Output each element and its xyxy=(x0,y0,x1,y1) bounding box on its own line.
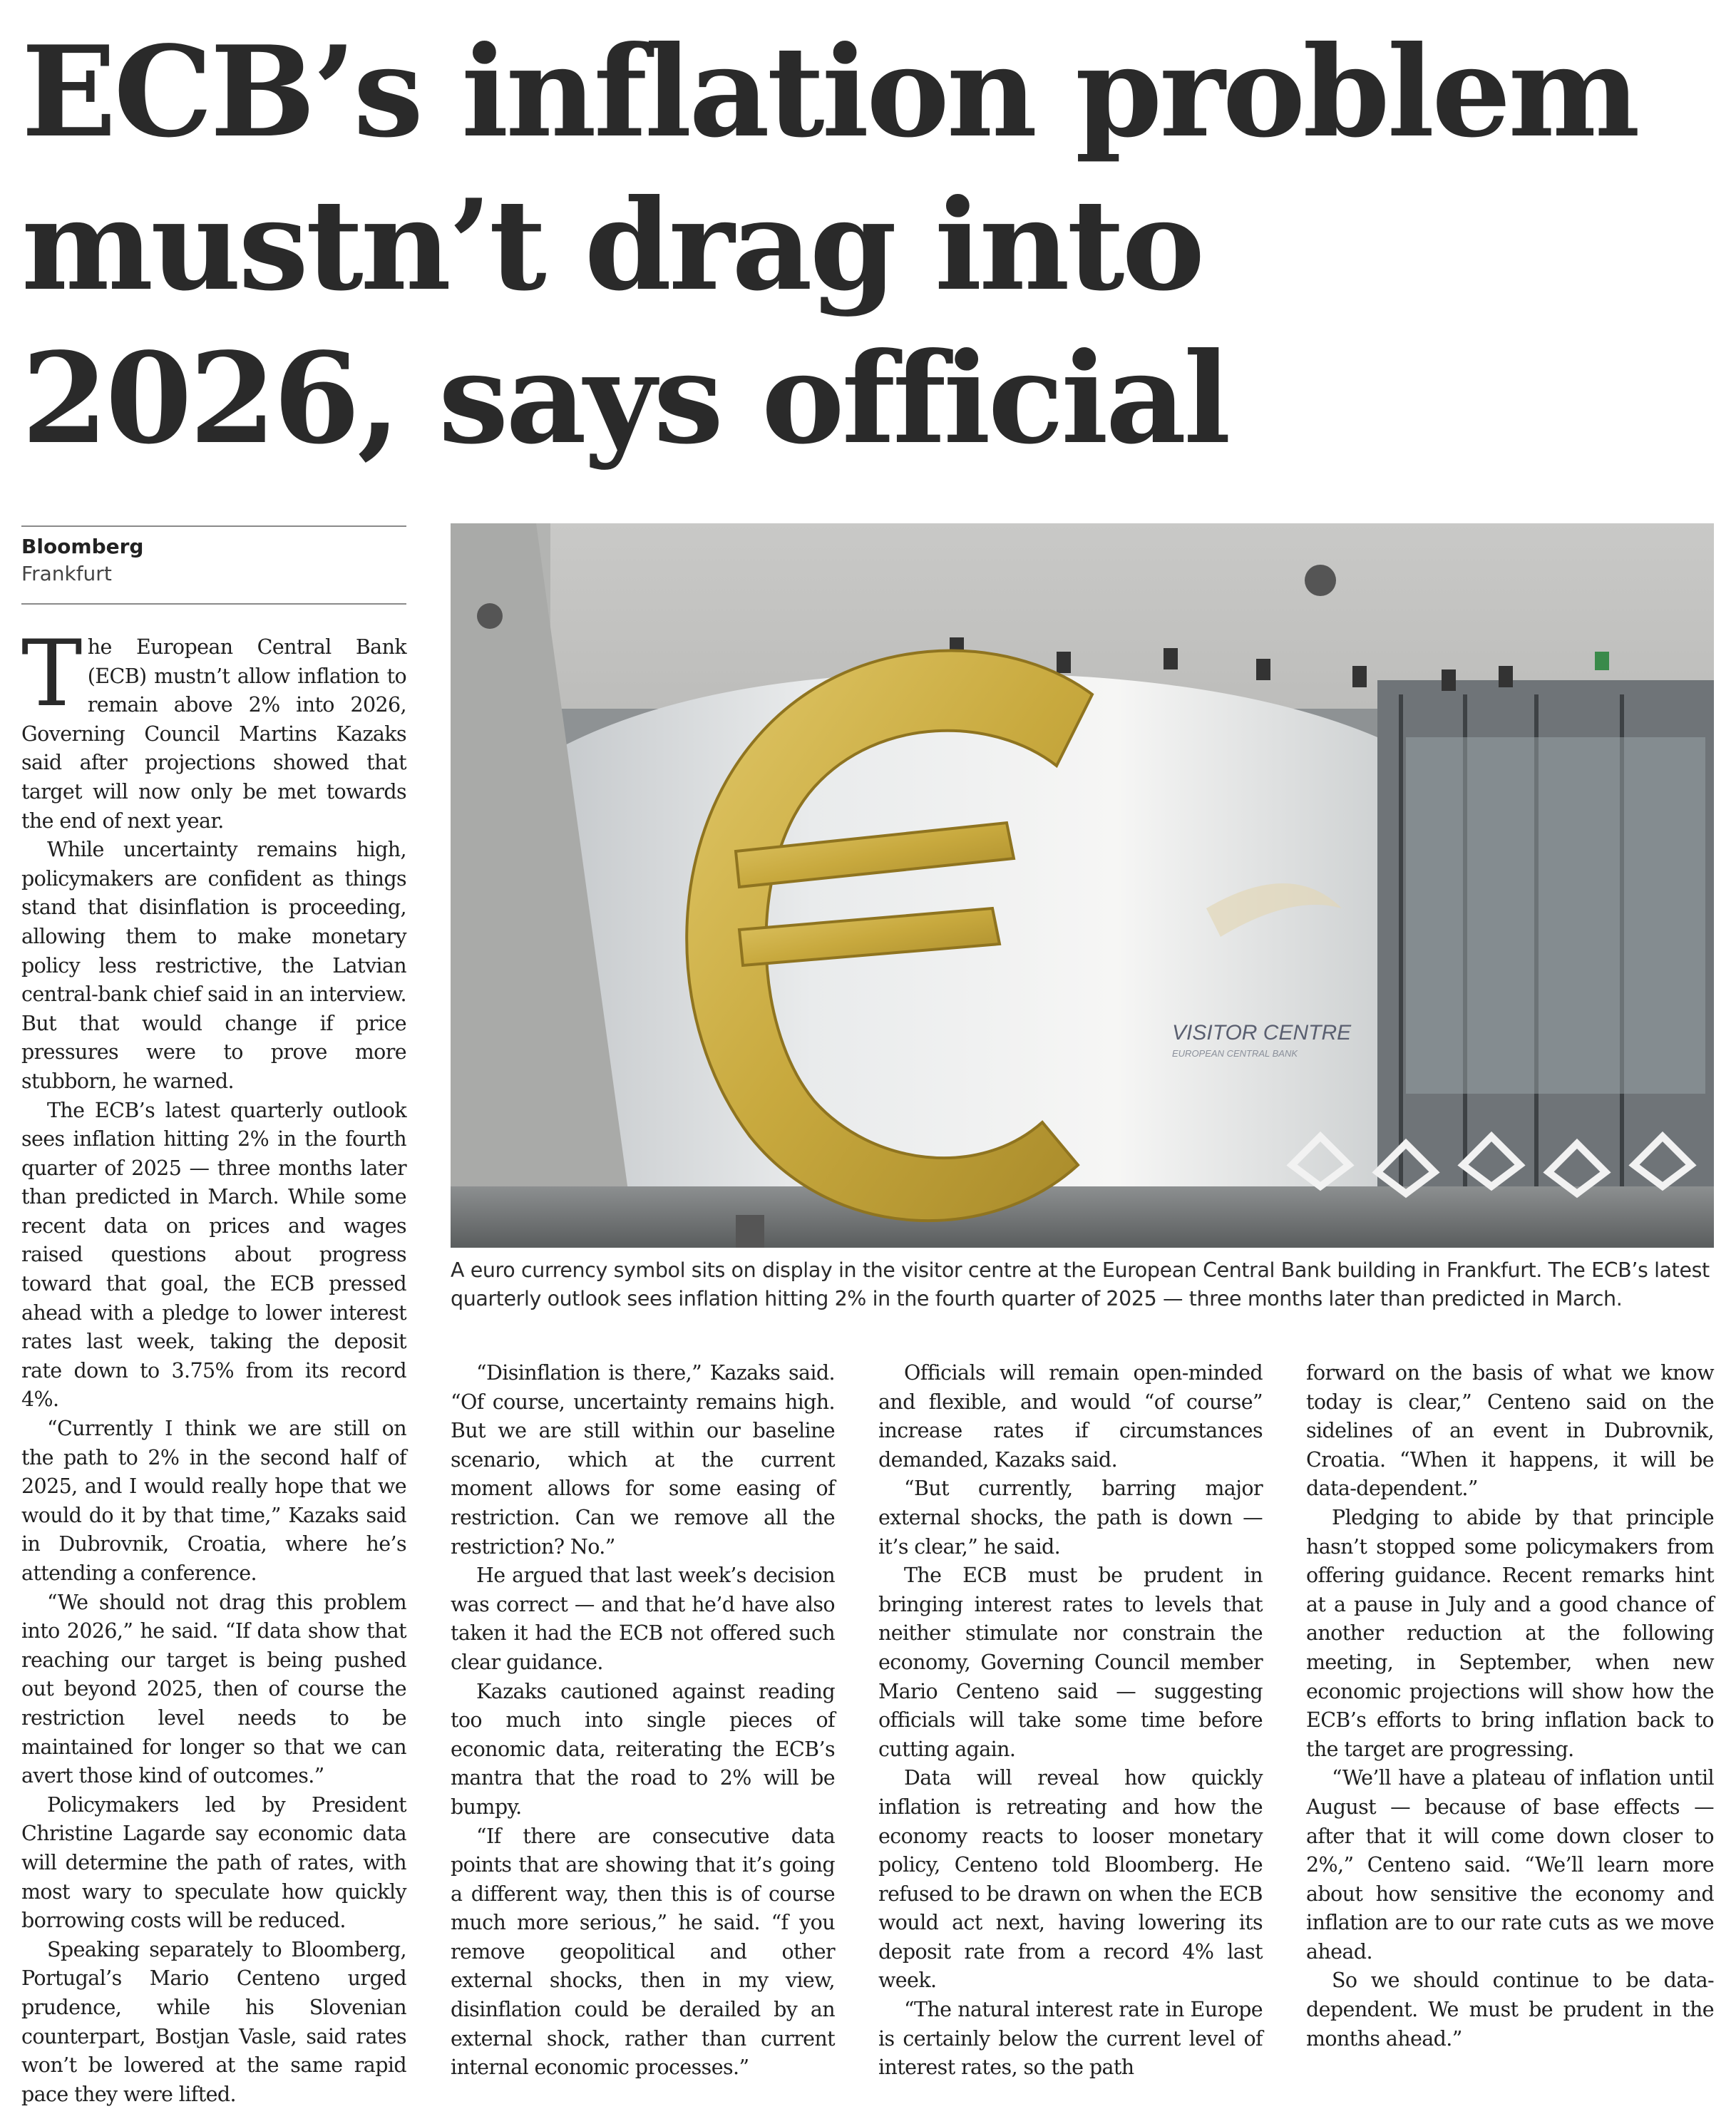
article-paragraph: “We should not drag this problem into 2026,” he said. “If data show that reaching our target is being pushed out beyond 2025, then of course the restriction level needs to be maintained for longer so that we can avert those kind of outcomes.” xyxy=(21,1590,406,1788)
article-column-4 xyxy=(1306,1359,1714,2053)
byline-source: Bloomberg xyxy=(21,535,144,558)
sign-subtitle: EUROPEAN CENTRAL BANK xyxy=(1172,1048,1298,1059)
headline-line-3: 2026, says official xyxy=(21,326,1228,472)
dropcap: T xyxy=(21,621,82,727)
article-paragraph: “If there are consecutive data points that are showing that it’s going a different way, then this is of course much more serious,” he said. “f you remove geopolitical and other external shocks, then in my view, disinflation could be derailed by an external shock, rather than current internal economic processes.” xyxy=(451,1824,835,2080)
photo-caption: A euro currency symbol sits on display in the visitor centre at the European Central Bank building in Frankfurt. The ECB’s latest quarterly outlook sees inflation hitting 2% in the fourth quarter of 2025 — three months later than predicted in March. xyxy=(451,1258,1710,1310)
article-paragraph: forward on the basis of what we know today is clear,” Centeno said on the sidelines of an event in Dubrovnik, Croatia. “When it happens, it will be data-dependent.” xyxy=(1306,1361,1714,1501)
article-paragraph: Kazaks cautioned against reading too much into single pieces of economic data, reiterating the ECB’s mantra that the road to 2% will be bumpy. xyxy=(451,1679,835,1819)
headline-line-2: mustn’t drag into xyxy=(21,173,1203,319)
article-paragraph: While uncertainty remains high, policymakers are confident as things stand that disinflation is proceeding, allowing them to make monetary policy less restrictive, the Latvian central-bank chief said in an interview. But that would change if price pressures were to prove more stubborn, he warned. xyxy=(21,838,406,1093)
article-column-1 xyxy=(21,621,406,2109)
article-paragraph: The ECB must be prudent in bringing interest rates to levels that neither stimulate nor constrain the economy, Governing Council member Mario Centeno said — suggesting officials will take some time before cutting again. xyxy=(878,1564,1263,1761)
article-paragraph: Speaking separately to Bloomberg, Portugal’s Mario Centeno urged prudence, while his Slovenian counterpart, Bostjan Vasle, said rates won’t be lowered at the same rapid pace they were lifted. xyxy=(21,1937,406,2106)
byline-bottom-rule xyxy=(21,603,406,605)
byline-place: Frankfurt xyxy=(21,562,112,585)
article-paragraph: “The natural interest rate in Europe is certainly below the current level of interest rates, so the path xyxy=(878,1998,1263,2080)
article-paragraph: Pledging to abide by that principle hasn’t stopped some policymakers from offering guidance. Recent remarks hint at a pause in July and a good chance of another reduction at the following meeting, in September, when new economic projections will show how the ECB’s efforts to bring inflation back to the target are progressing. xyxy=(1306,1505,1714,1761)
article-paragraph: Policymakers led by President Christine Lagarde say economic data will determine the path of rates, with most wary to speculate how quickly borrowing costs will be reduced. xyxy=(21,1792,406,1933)
headline xyxy=(21,16,1725,476)
article-paragraph: “Currently I think we are still on the path to 2% in the second half of 2025, and I would really hope that we would do it by that time,” Kazaks said in Dubrovnik, Croatia, where he’s attending a conference. xyxy=(21,1417,406,1585)
article-column-2 xyxy=(451,1359,835,2083)
article-paragraph: Officials will remain open-minded and flexible, and would “of course” increase rates if circumstances demanded, Kazaks said. xyxy=(878,1361,1263,1472)
article-paragraph: Data will reveal how quickly inflation is retreating and how the economy reacts to looser monetary policy, Centeno told Bloomberg. He refused to be drawn on when the ECB would act next, having lowering its deposit rate from a record 4% last week. xyxy=(878,1766,1263,1993)
article-paragraph-text: he European Central Bank (ECB) mustn’t allow inflation to remain above 2% into 2026, Governing Council Martins Kazaks said after projections showed that target will now only be met towards the end of next year. xyxy=(21,635,406,833)
article-paragraph xyxy=(21,621,406,836)
article-paragraph: So we should continue to be data-dependent. We must be prudent in the months ahead.” xyxy=(1306,1969,1714,2051)
article-paragraph: “Disinflation is there,” Kazaks said. “Of course, uncertainty remains high. But we are still within our baseline scenario, which at the current moment allows for some easing of restriction. Can we remove all the restriction? No.” xyxy=(451,1361,835,1559)
article-paragraph: “But currently, barring major external shocks, the path is down — it’s clear,” he said. xyxy=(878,1477,1263,1559)
euro-symbol-photo xyxy=(451,523,1714,1248)
photo-illustration xyxy=(451,523,1714,1248)
sign-title: VISITOR CENTRE xyxy=(1172,1021,1352,1045)
byline-top-rule xyxy=(21,525,406,527)
article-paragraph: The ECB’s latest quarterly outlook sees inflation hitting 2% in the fourth quarter of 2025 — three months later than predicted in March. While some recent data on prices and wages raised questions about progress toward that goal, the ECB pressed ahead with a pledge to lower interest rates last week, taking the deposit rate down to 3.75% from its record 4%. xyxy=(21,1098,406,1412)
article-paragraph: “We’ll have a plateau of inflation until August — because of base effects — after that it will come down closer to 2%,” Centeno said. “We’ll learn more about how sensitive the economy and inflation are to our rate cuts as we move ahead. xyxy=(1306,1766,1714,1964)
headline-line-1: ECB’s inflation problem xyxy=(21,19,1638,165)
article-column-3 xyxy=(878,1359,1263,2083)
article-paragraph: He argued that last week’s decision was correct — and that he’d have also taken it had the ECB not offered such clear guidance. xyxy=(451,1564,835,1674)
